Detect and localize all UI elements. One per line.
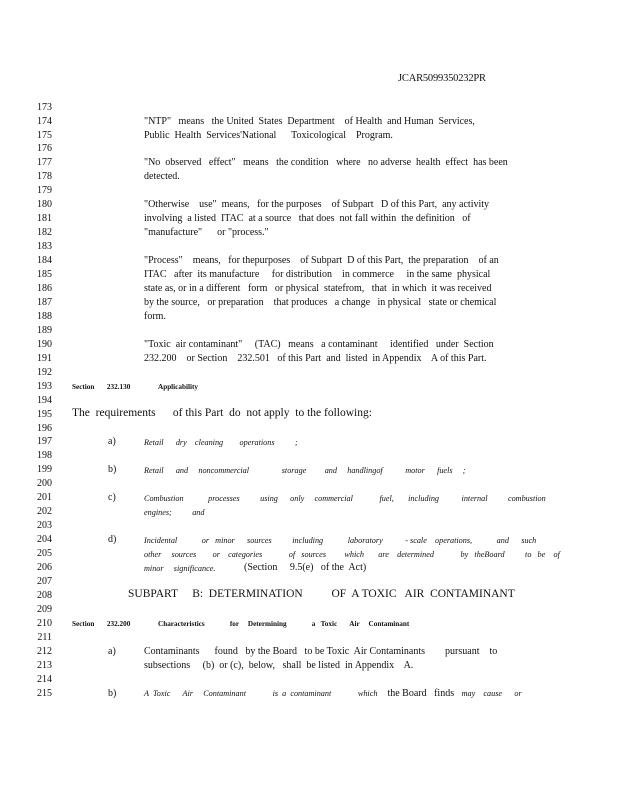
subpart-heading: SUBPART B: DETERMINATION OF A TOXIC AIR CONTAMINANT	[128, 588, 515, 600]
line-number: 185	[37, 269, 52, 280]
item-text: minor significance.	[144, 564, 216, 573]
item-text: Retail and noncommercial storage and handlingof motor fuels ;	[144, 466, 466, 475]
line-number: 184	[37, 255, 52, 266]
statutory-citation: (Section 9.5(e) of the Act)	[244, 562, 367, 573]
line-number: 176	[37, 143, 52, 154]
section-title: Characteristics for Determining a Toxic Air Contaminant	[158, 620, 410, 628]
line-number: 208	[37, 590, 52, 601]
ntp-definition-line: "NTP" means the United States Department of Health and Human Services,	[144, 116, 475, 127]
line-number: 211	[37, 632, 52, 643]
item-letter: b)	[108, 464, 117, 475]
item-text: Retail dry cleaning operations ;	[144, 438, 298, 447]
line-number: 181	[37, 213, 52, 224]
line-number: 191	[37, 353, 52, 364]
item-text	[144, 687, 522, 700]
line-number: 199	[37, 464, 52, 475]
line-number: 177	[37, 157, 52, 168]
line-number: 175	[37, 130, 52, 141]
line-number: 196	[37, 423, 52, 434]
line-number: 186	[37, 283, 52, 294]
line-number: 178	[37, 171, 52, 182]
line-number: 195	[37, 409, 52, 420]
section-title: Applicability	[158, 383, 198, 391]
item-letter: a)	[108, 436, 116, 447]
item-letter: c)	[108, 492, 116, 503]
line-number: 187	[37, 297, 52, 308]
section-number: Section 232.200	[72, 620, 131, 628]
tac-definition-line: "Toxic air contaminant" (TAC) means a contaminant identified under Section	[144, 339, 494, 350]
line-number: 212	[37, 646, 52, 657]
line-number: 188	[37, 311, 52, 322]
item-text: Contaminants found by the Board to be Toxic Air Contaminants pursuant to	[144, 646, 498, 657]
item-text: engines; and	[144, 508, 205, 517]
process-definition-line: form.	[144, 311, 166, 322]
line-number: 180	[37, 199, 52, 210]
section-number: Section 232.130	[72, 383, 131, 391]
line-number: 179	[37, 185, 52, 196]
line-number: 202	[37, 506, 52, 517]
line-number: 189	[37, 325, 52, 336]
line-number: 204	[37, 534, 52, 545]
item-text-italic: A Toxic Air Contaminant is a contaminant which	[144, 689, 378, 698]
ntp-definition-line: Public Health Services'National Toxicological Program.	[144, 130, 393, 141]
process-definition-line: by the source, or preparation that produces a change in physical state or chemical	[144, 297, 497, 308]
process-definition-line: "Process" means, for thepurposes of Subpart D of this Part, the preparation of an	[144, 255, 499, 266]
item-letter: a)	[108, 646, 116, 657]
line-number: 173	[37, 102, 52, 113]
line-number: 206	[37, 562, 52, 573]
line-number: 174	[37, 116, 52, 127]
otherwise-use-line: "manufacture" or "process."	[144, 227, 269, 238]
otherwise-use-line: involving a listed ITAC at a source that does not fall within the definition of	[144, 213, 471, 224]
tac-definition-line: 232.200 or Section 232.501 of this Part and listed in Appendix A of this Part.	[144, 353, 487, 364]
line-number: 182	[37, 227, 52, 238]
item-text-plain: the Board finds	[387, 688, 455, 699]
process-definition-line: state as, or in a different form or physical statefrom, that in which it was received	[144, 283, 492, 294]
item-text-italic: may cause or	[461, 689, 522, 698]
line-number: 183	[37, 241, 52, 252]
line-number: 193	[37, 381, 52, 392]
item-text: Combustion processes using only commercial fuel, including internal combustion	[144, 494, 546, 503]
line-number: 194	[37, 395, 52, 406]
line-number: 207	[37, 576, 52, 587]
item-letter: b)	[108, 688, 117, 699]
no-observed-effect-line: detected.	[144, 171, 180, 182]
line-number: 203	[37, 520, 52, 531]
requirements-intro: The requirements of this Part do not apply to the following:	[72, 407, 372, 419]
line-number: 213	[37, 660, 52, 671]
line-number: 215	[37, 688, 52, 699]
no-observed-effect-line: "No observed effect" means the condition where no adverse health effect has been	[144, 157, 508, 168]
process-definition-line: ITAC after its manufacture for distribution in commerce in the same physical	[144, 269, 491, 280]
line-number: 210	[37, 618, 52, 629]
line-number: 198	[37, 450, 52, 461]
line-number: 190	[37, 339, 52, 350]
line-number: 197	[37, 436, 52, 447]
item-letter: d)	[108, 534, 117, 545]
line-number: 201	[37, 492, 52, 503]
item-text: subsections (b) or (c), below, shall be listed in Appendix A.	[144, 660, 414, 671]
item-text: Incidental or minor sources including laboratory - scale operations, and such	[144, 536, 537, 545]
line-number: 209	[37, 604, 52, 615]
document-id: JCAR5099350232PR	[398, 73, 486, 84]
item-text: other sources or categories of sources which are determined by theBoard to be of	[144, 550, 560, 559]
line-number: 200	[37, 478, 52, 489]
otherwise-use-line: "Otherwise use" means, for the purposes of Subpart D of this Part, any activity	[144, 199, 490, 210]
line-number: 192	[37, 367, 52, 378]
line-number: 214	[37, 674, 52, 685]
line-number: 205	[37, 548, 52, 559]
